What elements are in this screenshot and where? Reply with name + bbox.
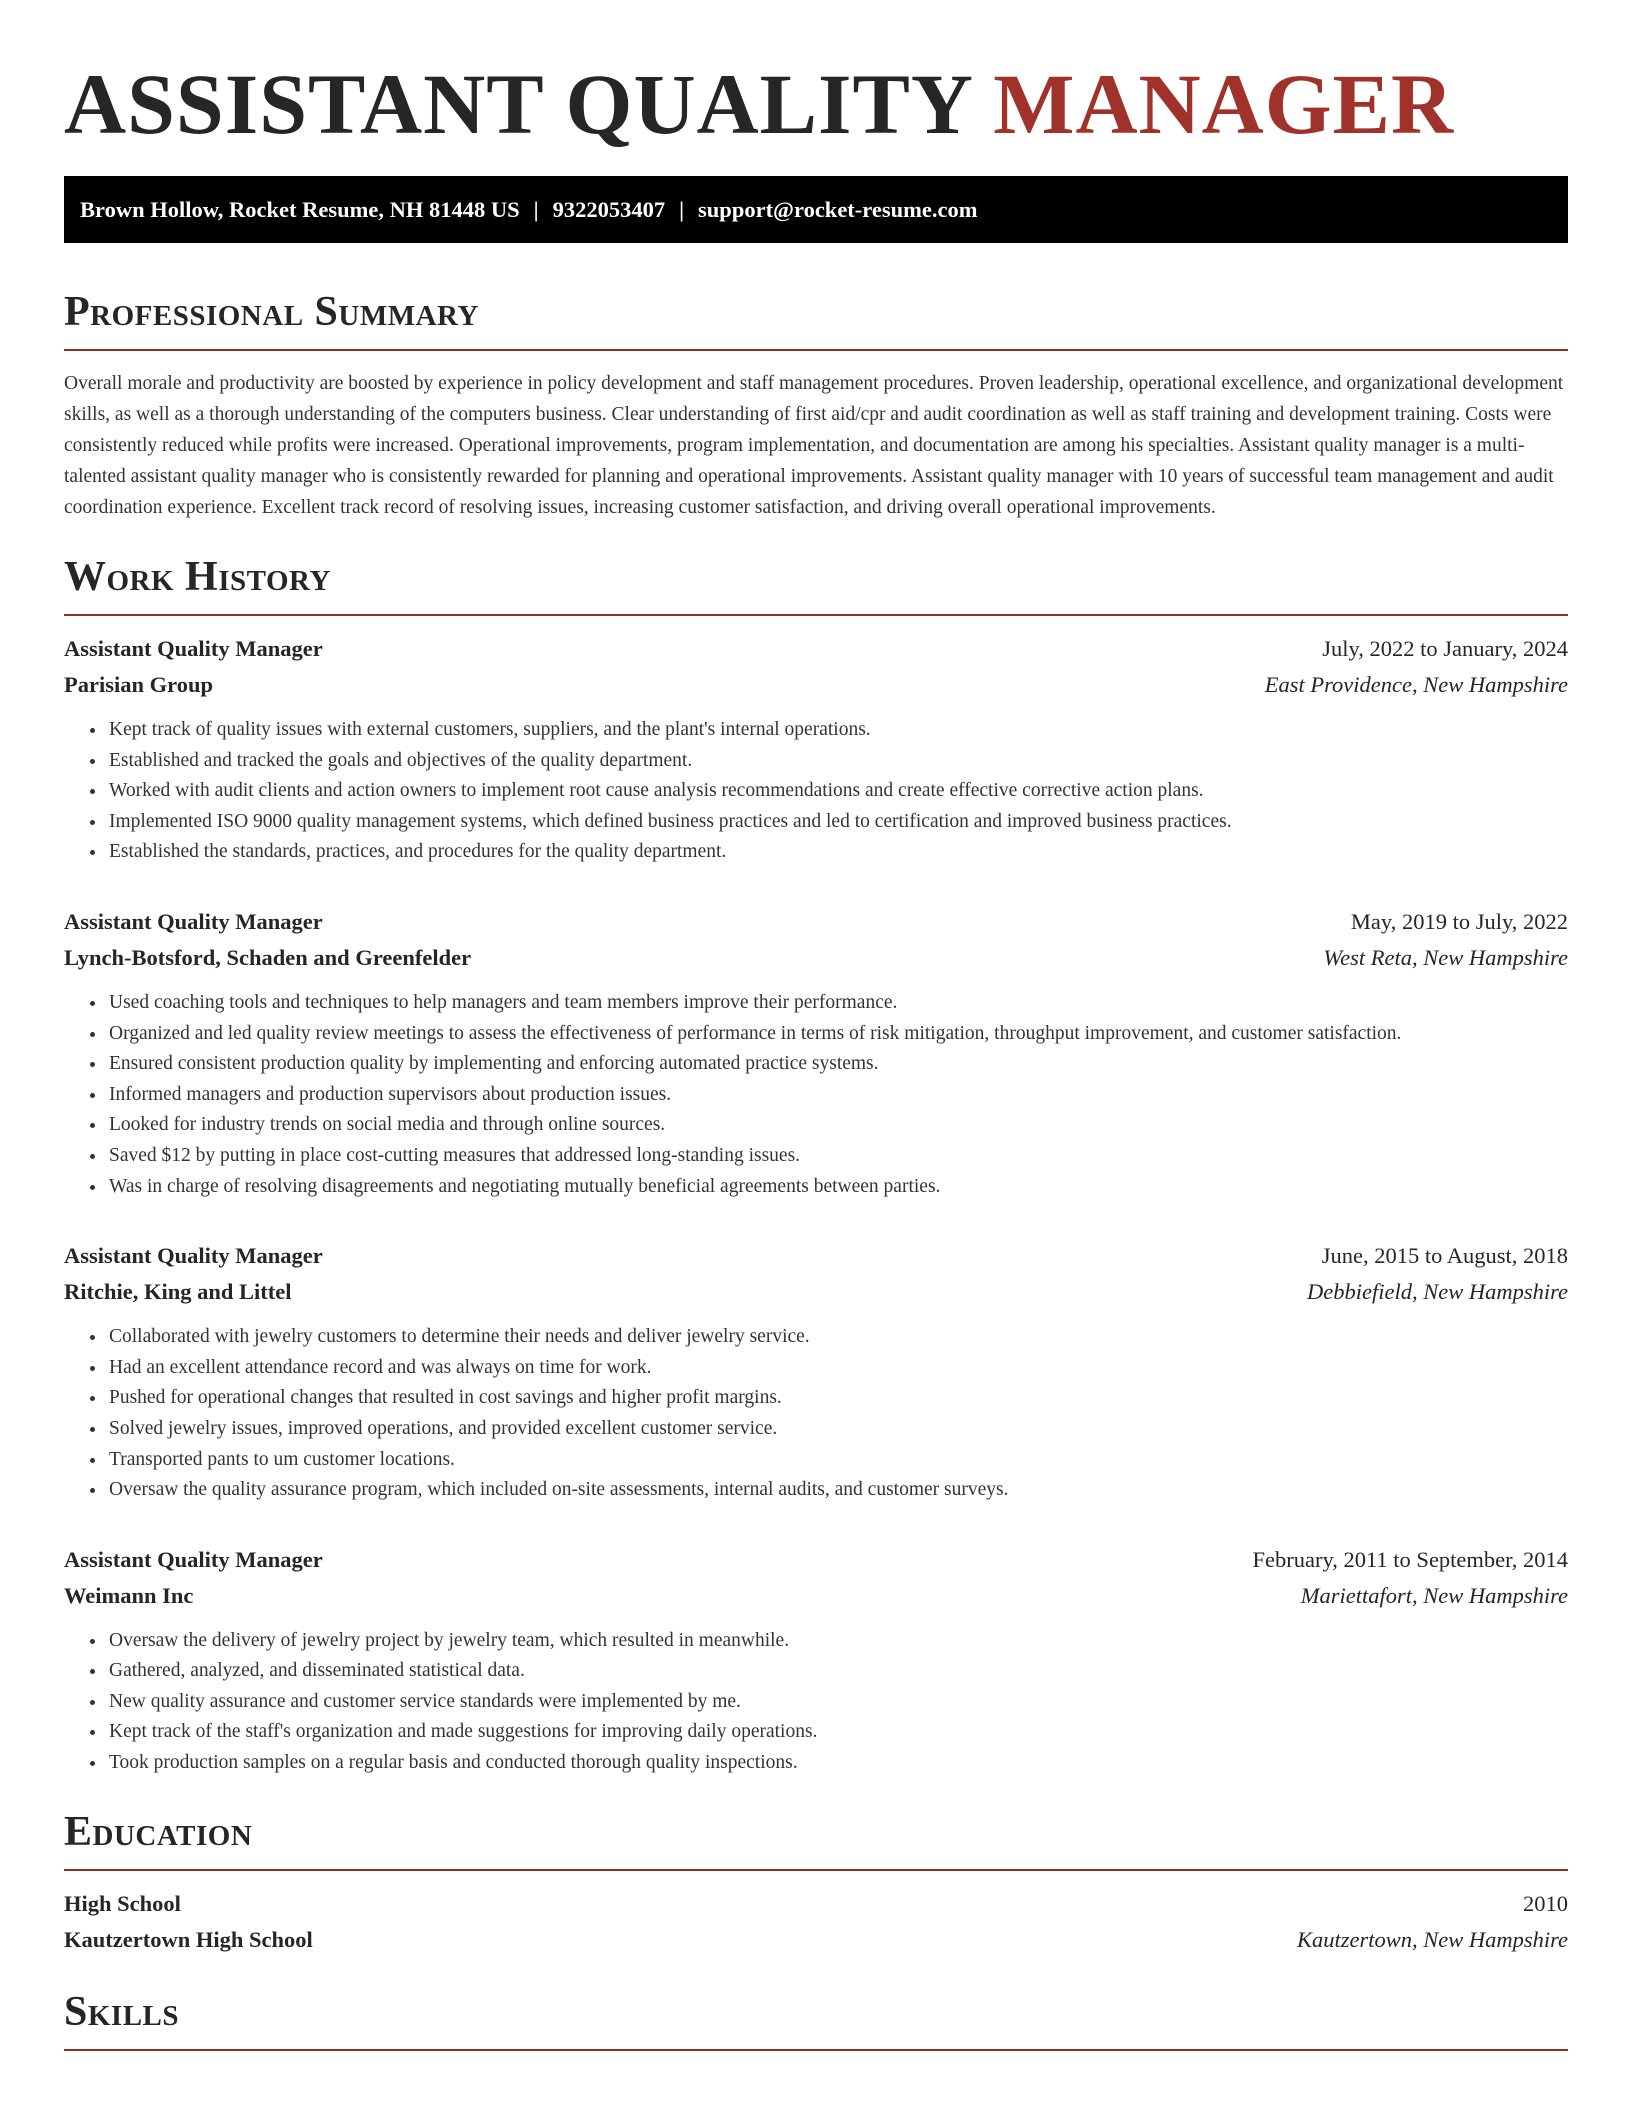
section-divider xyxy=(64,614,1568,616)
job-title: Assistant Quality Manager xyxy=(64,636,323,661)
job-bullet-list xyxy=(64,715,1568,868)
contact-separator: | xyxy=(533,197,539,222)
job-company: Ritchie, King and Littel xyxy=(64,1279,292,1305)
summary-text: Overall morale and productivity are boosted by experience in policy development and staff management procedures. Proven leadership, operational excellence, and organizational development skills, as well as a thorough understanding of the computers business. Clear understanding of first aid/cpr and audit coordination as well as staff training and development training. Costs were consistently reduced while profits were increased. Operational improvements, program implementation, and documentation are among his specialties. Assistant quality manager is a multi-talented assistant quality manager who is consistently rewarded for planning and operational improvements. Assistant quality manager with 10 years of successful team management and audit coordination experience. Excellent track record of resolving issues, increasing customer satisfaction, and driving overall operational improvements. xyxy=(64,373,1564,518)
job-company: Lynch-Botsford, Schaden and Greenfelder xyxy=(64,944,472,970)
job-bullet-item: • Informed managers and production supervisors about production issues. xyxy=(107,1080,1568,1111)
job-bullet-item: • Established the standards, practices, and procedures for the quality department. xyxy=(107,837,1568,868)
job-bullet-item: • Transported pants to um customer locations. xyxy=(107,1445,1568,1476)
job-entry xyxy=(64,631,1568,868)
name-part1: ASSISTANT QUALITY xyxy=(64,56,971,152)
education-entry xyxy=(64,1886,1568,1958)
job-bullet-item: • Gathered, analyzed, and disseminated statistical data. xyxy=(107,1656,1568,1687)
summary-title: Professional Summary xyxy=(64,289,479,335)
job-entry xyxy=(64,1238,1568,1506)
job-title: Assistant Quality Manager xyxy=(64,1243,323,1269)
job-company: Weimann Inc xyxy=(64,1582,194,1608)
education-degree: High School xyxy=(64,1890,181,1916)
job-bullet-item: • Ensured consistent production quality by implementing and enforcing automated practice systems. xyxy=(107,1049,1568,1080)
job-location: West Reta, New Hampshire xyxy=(1323,944,1568,970)
job-company-row xyxy=(64,940,1568,976)
job-bullet-item: • Established and tracked the goals and objectives of the quality department. xyxy=(107,746,1568,777)
job-company-row xyxy=(64,1274,1568,1310)
job-location: Mariettafort, New Hampshire xyxy=(1300,1582,1568,1608)
job-bullet-item: • Saved $12 by putting in place cost-cutting measures that addressed long-standing issues. xyxy=(107,1141,1568,1172)
job-bullet-item: • Pushed for operational changes that resulted in cost savings and higher profit margins. xyxy=(107,1383,1568,1414)
job-location: East Providence, New Hampshire xyxy=(1264,672,1568,697)
education-year: 2010 xyxy=(1523,1890,1568,1916)
job-entry xyxy=(64,904,1568,1202)
education-title: Education xyxy=(64,1808,253,1855)
section-divider xyxy=(64,1869,1568,1871)
job-header-row xyxy=(64,631,1568,667)
job-bullet-item: • Worked with audit clients and action owners to implement root cause analysis recommendations and create effective corrective action plans. xyxy=(107,776,1568,807)
job-bullet-item: • Implemented ISO 9000 quality management systems, which defined business practices and led to certification and improved business practices. xyxy=(107,807,1568,838)
education-section xyxy=(64,1807,1568,1958)
job-bullet-item: • Used coaching tools and techniques to help managers and team members improve their performance. xyxy=(107,988,1568,1019)
job-location: Debbiefield, New Hampshire xyxy=(1306,1279,1568,1305)
job-dates: July, 2022 to January, 2024 xyxy=(1322,636,1568,661)
job-bullet-item: • Collaborated with jewelry customers to determine their needs and deliver jewelry service. xyxy=(107,1322,1568,1353)
section-divider xyxy=(64,349,1568,351)
job-company-row xyxy=(64,1578,1568,1614)
job-bullet-item: • Oversaw the delivery of jewelry project by jewelry team, which resulted in meanwhile. xyxy=(107,1626,1568,1657)
job-bullet-item: • New quality assurance and customer service standards were implemented by me. xyxy=(107,1687,1568,1718)
job-company-row xyxy=(64,667,1568,703)
education-row xyxy=(64,1886,1568,1922)
summary-section xyxy=(64,287,1568,523)
work-history-title: Work History xyxy=(64,554,331,600)
skills-title: Skills xyxy=(64,1988,180,2035)
job-bullet-list xyxy=(64,1626,1568,1779)
resume-name xyxy=(64,52,1568,156)
job-bullet-item: • Was in charge of resolving disagreements and negotiating mutually beneficial agreements between parties. xyxy=(107,1172,1568,1203)
job-bullet-item: • Solved jewelry issues, improved operations, and provided excellent customer service. xyxy=(107,1414,1568,1445)
job-title: Assistant Quality Manager xyxy=(64,908,323,934)
education-row xyxy=(64,1922,1568,1958)
contact-separator: | xyxy=(679,197,685,222)
job-header-row xyxy=(64,1542,1568,1578)
job-bullet-item: • Oversaw the quality assurance program, which included on-site assessments, internal audits, and customer surveys. xyxy=(107,1475,1568,1506)
contact-email: support@rocket-resume.com xyxy=(698,197,978,222)
contact-bar xyxy=(64,176,1568,243)
section-divider xyxy=(64,2049,1568,2051)
job-bullet-list xyxy=(64,988,1568,1202)
job-bullet-item: • Looked for industry trends on social media and through online sources. xyxy=(107,1110,1568,1141)
job-list xyxy=(64,631,1568,1779)
name-part2: MANAGER xyxy=(993,56,1455,152)
job-bullet-item: • Took production samples on a regular basis and conducted thorough quality inspections. xyxy=(107,1748,1568,1779)
job-dates: February, 2011 to September, 2014 xyxy=(1252,1546,1568,1572)
job-header-row xyxy=(64,1238,1568,1274)
skills-section xyxy=(64,1987,1568,2051)
education-school: Kautzertown High School xyxy=(64,1926,313,1952)
job-bullet-list xyxy=(64,1322,1568,1506)
job-bullet-item: • Kept track of quality issues with external customers, suppliers, and the plant's internal operations. xyxy=(107,715,1568,746)
contact-address: Brown Hollow, Rocket Resume, NH 81448 US xyxy=(80,197,520,222)
job-company: Parisian Group xyxy=(64,672,213,697)
contact-phone: 9322053407 xyxy=(552,197,666,222)
work-history-section xyxy=(64,552,1568,1779)
job-entry xyxy=(64,1542,1568,1779)
job-bullet-item: • Kept track of the staff's organization and made suggestions for improving daily operations. xyxy=(107,1717,1568,1748)
job-bullet-item: • Organized and led quality review meetings to assess the effectiveness of performance in terms of risk mitigation, throughput improvement, and customer satisfaction. xyxy=(107,1019,1568,1050)
education-location: Kautzertown, New Hampshire xyxy=(1296,1926,1568,1952)
job-dates: May, 2019 to July, 2022 xyxy=(1350,908,1568,934)
job-title: Assistant Quality Manager xyxy=(64,1546,323,1572)
job-dates: June, 2015 to August, 2018 xyxy=(1321,1243,1568,1269)
job-header-row xyxy=(64,904,1568,940)
job-bullet-item: • Had an excellent attendance record and was always on time for work. xyxy=(107,1353,1568,1384)
